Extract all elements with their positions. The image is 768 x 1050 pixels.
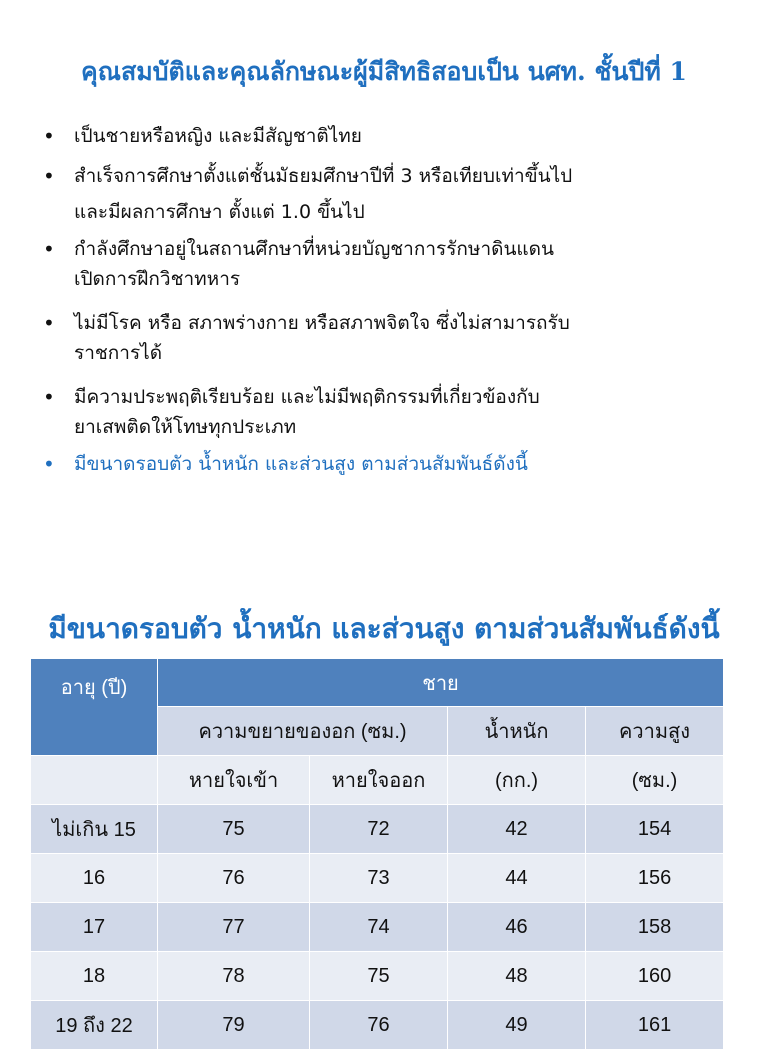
age-header: อายุ (ปี) xyxy=(31,659,158,756)
list-item-text: มีความประพฤติเรียบร้อย และไม่มีพฤติกรรมที่เกี่ยวข้องกับ xyxy=(74,386,540,408)
height-cell: 156 xyxy=(586,854,724,903)
chest-header: ความขยายของอก (ซม.) xyxy=(158,707,448,756)
male-header: ชาย xyxy=(158,659,724,707)
age-cell: 17 xyxy=(31,903,158,952)
exhale-cell: 72 xyxy=(310,805,448,854)
table-row xyxy=(31,854,724,903)
weight-cell: 49 xyxy=(448,1001,586,1050)
list-item-text: ไม่มีโรค หรือ สภาพร่างกาย หรือสภาพจิตใจ ซึ่งไม่สามารถรับ xyxy=(74,312,570,334)
inhale-cell: 75 xyxy=(158,805,310,854)
bullet-icon: • xyxy=(43,311,55,335)
bullet-icon: • xyxy=(43,237,55,261)
list-item xyxy=(40,158,740,230)
weight-cell: 42 xyxy=(448,805,586,854)
table-title: มีขนาดรอบตัว น้ำหนัก และส่วนสูง ตามส่วนสัมพันธ์ดังนี้ xyxy=(48,612,720,645)
weight-unit: (กก.) xyxy=(448,756,586,805)
list-item-text: กำลังศึกษาอยู่ในสถานศึกษาที่หน่วยบัญชาการรักษาดินแดน xyxy=(74,238,555,260)
height-cell: 154 xyxy=(586,805,724,854)
weight-cell: 46 xyxy=(448,903,586,952)
age-cell: ไม่เกิน 15 xyxy=(31,805,158,854)
list-item xyxy=(40,234,740,294)
inhale-cell: 76 xyxy=(158,854,310,903)
list-item-text: ราชการได้ xyxy=(74,342,163,364)
list-item-text: และมีผลการศึกษา ตั้งแต่ 1.0 ขึ้นไป xyxy=(74,201,365,223)
size-requirements-table xyxy=(30,658,724,1050)
inhale-cell: 77 xyxy=(158,903,310,952)
age-cell: 19 ถึง 22 xyxy=(31,1001,158,1050)
exhale-cell: 76 xyxy=(310,1001,448,1050)
bullet-icon: • xyxy=(43,452,55,476)
height-cell: 158 xyxy=(586,903,724,952)
table-row xyxy=(31,903,724,952)
list-item xyxy=(40,382,740,442)
table-row xyxy=(31,952,724,1001)
list-item-text: สำเร็จการศึกษาตั้งแต่ชั้นมัธยมศึกษาปีที่ 3 หรือเทียบเท่าขึ้นไป xyxy=(74,165,573,187)
inhale-header: หายใจเข้า xyxy=(158,756,310,805)
list-item-text: เปิดการฝึกวิชาทหาร xyxy=(74,268,241,290)
exhale-cell: 73 xyxy=(310,854,448,903)
exhale-cell: 75 xyxy=(310,952,448,1001)
age-cell: 18 xyxy=(31,952,158,1001)
height-unit: (ซม.) xyxy=(586,756,724,805)
list-item-text: ยาเสพติดให้โทษทุกประเภท xyxy=(74,416,297,438)
list-item-text: มีขนาดรอบตัว น้ำหนัก และส่วนสูง ตามส่วนสัมพันธ์ดังนี้ xyxy=(74,453,528,475)
age-cell: 16 xyxy=(31,854,158,903)
inhale-cell: 79 xyxy=(158,1001,310,1050)
exhale-header: หายใจออก xyxy=(310,756,448,805)
list-item xyxy=(40,308,740,368)
list-item xyxy=(40,118,740,154)
exhale-cell: 74 xyxy=(310,903,448,952)
bullet-icon: • xyxy=(43,124,55,148)
bullet-icon: • xyxy=(43,164,55,188)
height-cell: 160 xyxy=(586,952,724,1001)
weight-header: น้ำหนัก xyxy=(448,707,586,756)
inhale-cell: 78 xyxy=(158,952,310,1001)
age-header-spacer xyxy=(31,756,158,805)
table-row xyxy=(31,1001,724,1050)
bullet-icon: • xyxy=(43,385,55,409)
weight-cell: 44 xyxy=(448,854,586,903)
page-title: คุณสมบัติและคุณลักษณะผู้มีสิทธิสอบเป็น นศท. ชั้นปีที่ 1 xyxy=(81,57,687,86)
height-header: ความสูง xyxy=(586,707,724,756)
list-item-text: เป็นชายหรือหญิง และมีสัญชาติไทย xyxy=(74,125,362,147)
height-cell: 161 xyxy=(586,1001,724,1050)
table-row xyxy=(31,805,724,854)
weight-cell: 48 xyxy=(448,952,586,1001)
qualification-list xyxy=(40,118,740,486)
list-item xyxy=(40,446,740,482)
